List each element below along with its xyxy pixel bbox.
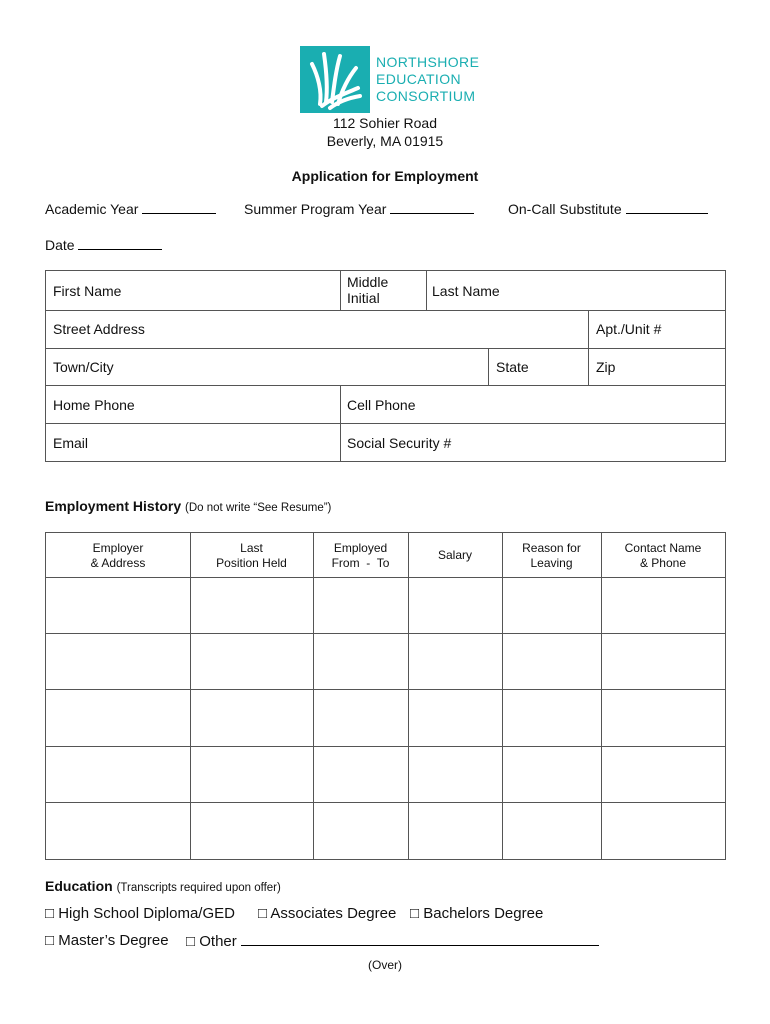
date-blank[interactable] — [78, 237, 162, 250]
row-divider — [46, 348, 725, 349]
address-street: 112 Sohier Road — [332, 115, 438, 131]
academic-year-label: Academic Year — [45, 201, 139, 217]
column-header-salary — [408, 548, 502, 563]
column-header-employer — [46, 541, 190, 571]
summer-program-year-field[interactable] — [244, 201, 474, 217]
col-divider — [588, 310, 589, 348]
col-divider — [426, 271, 427, 310]
email-label: Email — [53, 435, 89, 451]
summer-program-year-blank[interactable] — [390, 201, 474, 214]
education-heading — [45, 878, 281, 894]
header-line: Leaving — [530, 556, 573, 570]
option-other[interactable] — [186, 932, 599, 950]
option-bachelors[interactable]: □ Bachelors Degree — [410, 905, 544, 922]
middle-initial-label — [347, 274, 388, 306]
cell-phone-label: Cell Phone — [347, 397, 416, 413]
ssn-label: Social Security # — [347, 435, 452, 451]
education-heading-text: Education — [45, 878, 113, 894]
town-city-label: Town/City — [53, 359, 114, 375]
date-label: Date — [45, 237, 75, 253]
header-line: Contact Name — [624, 541, 702, 555]
header-line: & Phone — [639, 556, 687, 570]
header-line: Last — [240, 541, 263, 555]
header-line: & Address — [90, 556, 146, 570]
home-phone-label: Home Phone — [53, 397, 135, 413]
on-call-substitute-label: On-Call Substitute — [508, 201, 622, 217]
col-divider — [601, 533, 602, 859]
header-line: Employed — [333, 541, 388, 555]
other-blank[interactable] — [241, 932, 599, 946]
row-divider — [46, 423, 725, 424]
option-associates[interactable]: □ Associates Degree — [258, 905, 397, 922]
logo-line-2: EDUCATION — [376, 71, 462, 87]
first-name-label: First Name — [53, 283, 122, 299]
header-line: Position Held — [216, 556, 287, 570]
row-divider — [46, 689, 725, 690]
apt-unit-label: Apt./Unit # — [596, 321, 662, 337]
logo-mark — [300, 46, 370, 113]
academic-year-field[interactable] — [45, 201, 216, 217]
col-divider — [408, 533, 409, 859]
col-divider — [588, 348, 589, 385]
date-field[interactable] — [45, 237, 162, 253]
row-divider — [46, 802, 725, 803]
column-header-contact — [601, 541, 725, 571]
education-note: (Transcripts required upon offer) — [116, 882, 281, 894]
header-line: Salary — [437, 548, 472, 562]
logo-line-3: CONSORTIUM — [376, 88, 476, 104]
option-high-school[interactable]: □ High School Diploma/GED — [45, 905, 235, 922]
on-call-substitute-blank[interactable] — [626, 201, 708, 214]
address-city: Beverly, MA 01915 — [326, 133, 444, 149]
logo-text — [376, 54, 479, 105]
col-divider — [190, 533, 191, 859]
column-header-position — [190, 541, 313, 571]
col-divider — [313, 533, 314, 859]
employment-note: (Do not write “See Resume”) — [185, 502, 332, 514]
option-masters[interactable]: □ Master’s Degree — [45, 932, 169, 949]
employment-table — [45, 532, 726, 860]
logo-line-1: NORTHSHORE — [376, 54, 480, 70]
row-divider — [46, 577, 725, 578]
column-header-reason — [502, 541, 601, 571]
header-line: From - To — [331, 556, 390, 570]
street-address-label: Street Address — [53, 321, 145, 337]
summer-program-year-label: Summer Program Year — [244, 201, 387, 217]
middle-initial-line-1: Middle — [347, 274, 389, 290]
state-label: State — [496, 359, 529, 375]
row-divider — [46, 746, 725, 747]
option-other-label: □ Other — [186, 933, 237, 950]
column-header-employed — [313, 541, 408, 571]
row-divider — [46, 385, 725, 386]
header-line: Employer — [92, 541, 144, 555]
academic-year-blank[interactable] — [142, 201, 216, 214]
footer-over: (Over) — [368, 958, 402, 972]
employment-heading-text: Employment History — [45, 498, 182, 514]
on-call-substitute-field[interactable] — [508, 201, 708, 217]
last-name-label: Last Name — [432, 283, 500, 299]
personal-info-table — [45, 270, 726, 462]
middle-initial-line-2: Initial — [347, 290, 380, 306]
employment-heading — [45, 498, 331, 514]
col-divider — [488, 348, 489, 385]
zip-label: Zip — [596, 359, 616, 375]
col-divider — [502, 533, 503, 859]
page-title: Application for Employment — [291, 168, 479, 184]
col-divider — [340, 385, 341, 461]
col-divider — [340, 271, 341, 310]
row-divider — [46, 310, 725, 311]
header-line: Reason for — [522, 541, 581, 555]
row-divider — [46, 633, 725, 634]
